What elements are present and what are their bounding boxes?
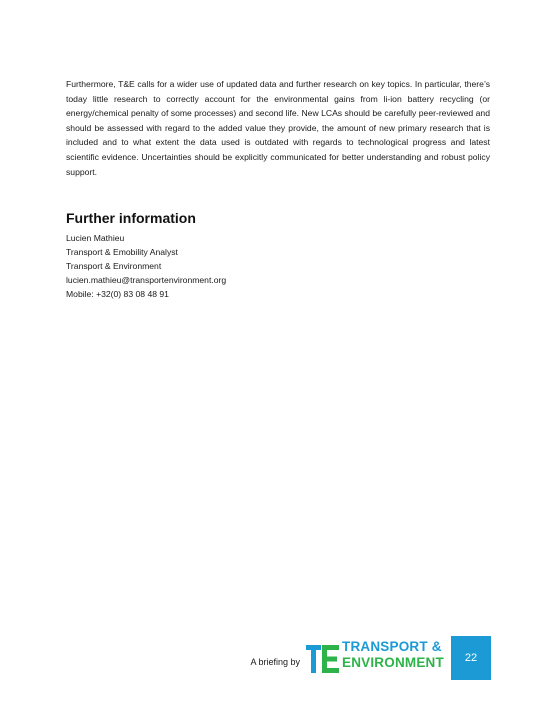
contact-role: Transport & Emobility Analyst — [66, 247, 178, 258]
page-content — [66, 77, 490, 301]
page-number-box — [451, 636, 491, 680]
brand-wordmark — [342, 639, 444, 671]
page-footer — [0, 636, 556, 684]
brand-line-transport: TRANSPORT & — [342, 639, 442, 654]
briefing-by-label: A briefing by — [250, 657, 300, 667]
page-number: 22 — [464, 652, 478, 664]
contact-mobile: Mobile: +32(0) 83 08 48 91 — [66, 289, 169, 300]
further-information-heading: Further information — [66, 210, 196, 227]
te-logo-icon — [306, 641, 342, 677]
contact-email[interactable]: lucien.mathieu@transportenvironment.org — [66, 275, 227, 286]
contact-organization: Transport & Environment — [66, 261, 162, 272]
body-paragraph: Furthermore, T&E calls for a wider use of updated data and further research on key topics. In particular, there’s today little research to correctly account for the environmental gains from li-ion battery recycling (or energy/chemical penalty of some processes) and second life. New LCAs should be carefully peer-reviewed and should be assessed with regard to the added value they provide, the amount of new primary research that is included and to what extent the data used is outdated with regards to technological progress and latest scientific evidence. Uncertainties should be explicitly communicated for better understanding and robust policy support. — [66, 79, 490, 177]
contact-name: Lucien Mathieu — [66, 233, 125, 244]
brand-line-environment: ENVIRONMENT — [342, 655, 444, 670]
